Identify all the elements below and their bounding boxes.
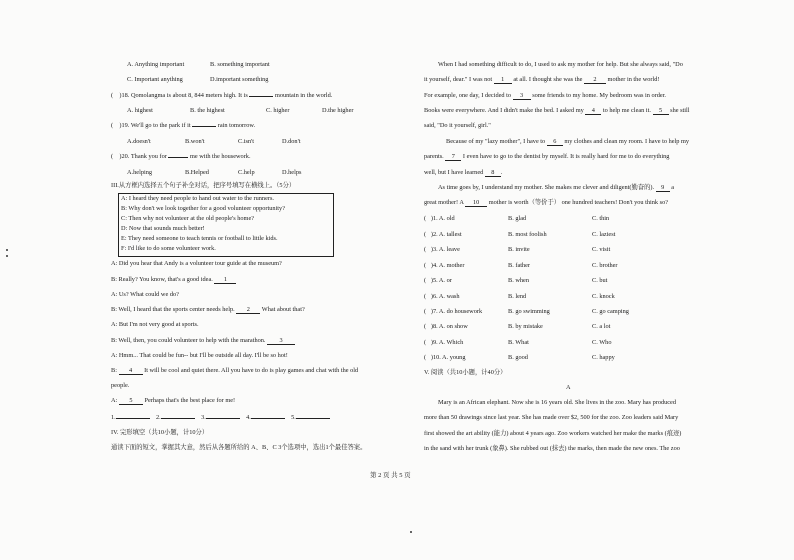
mc-option: B. most foolish (508, 231, 547, 238)
mc-option: C. brother (592, 262, 618, 269)
mc-number: ( )3. A. leave (424, 246, 460, 253)
mc-number: ( )8. A. on show (424, 323, 468, 330)
option-text: A. highest (127, 107, 153, 114)
section-4-title: IV. 完形填空（共10小题，计10分） (111, 429, 209, 436)
mc-option: B. glad (508, 215, 527, 222)
option-text: C.help (238, 169, 255, 176)
mc-option: C. knock (592, 293, 615, 300)
box-item: D: Now that sounds much better! (121, 225, 205, 232)
mc-option: C. laziest (592, 231, 616, 238)
passage-line: first showed the art ability (能力) about 4 years ago. Zoo workers watched her make the marks (痕迹) (424, 430, 682, 437)
answer-blank[interactable]: 1 (494, 77, 512, 84)
dialog-line: A: Hmm... That could be fun-- but I'll be outside all day. I'll be so hot! (111, 352, 288, 359)
mc-number: ( )2. A. tallest (424, 231, 462, 238)
mc-number: ( )1. A. old (424, 215, 455, 222)
answer-blank[interactable] (249, 96, 273, 97)
mc-option: C. go camping (592, 308, 629, 315)
cloze-line: For example, one day, I decided to 3 some friends to my home. My bedroom was in order. (424, 92, 666, 99)
option-text: D.the higher (322, 107, 354, 114)
answer-blank[interactable]: 4 (119, 368, 143, 375)
mc-number: ( )6. A. wash (424, 293, 460, 300)
answer-blank[interactable] (161, 418, 195, 419)
answer-blank[interactable]: 3 (513, 93, 531, 100)
answer-blank[interactable]: 5 (653, 108, 669, 115)
dialog-line: B: Well, I heard that the sports center needs help. 2 What about that? (111, 306, 305, 313)
cloze-line: well, but I have learned 8 . (424, 169, 503, 176)
option-text: A. Anything important (127, 61, 185, 68)
scan-speck (6, 255, 8, 257)
sentence-choice-box (118, 193, 334, 257)
answer-line: 1. 2. 3. 4. 5. (111, 415, 330, 421)
dialog-line: A: Did you hear that Andy is a volunteer tour guide at the museum? (111, 260, 282, 267)
dialog-line: B: 4 It will be cool and quiet there. All you have to do is play games and chat with the old (111, 367, 359, 374)
mc-option: C. thin (592, 215, 610, 222)
section-4-instructions: 通读下面的短文，掌握其大意，然后从各题所给的 A、B、C 3个选项中，选出1个最佳答案。 (111, 444, 367, 451)
question-20: ( )20. Thank you for me with the housework. (111, 153, 251, 160)
box-item: F: I'd like to do some volunteer work. (121, 245, 216, 252)
question-19: ( )19. We'll go to the park if it rain tomorrow. (111, 122, 256, 129)
dialog-line: people. (111, 382, 130, 389)
option-text: B. the highest (190, 107, 225, 114)
mc-option: C. a lot (592, 323, 611, 330)
dialog-line: B: Well, then, you could volunteer to help with the marathon. 3 (111, 338, 295, 345)
mc-option: C. visit (592, 246, 611, 253)
passage-label: A (566, 384, 571, 391)
mc-option: B. good (508, 354, 528, 361)
mc-option: C. Who (592, 339, 612, 346)
question-18: ( )18. Qomolangma is about 8, 844 meters high. It is mountain in the world. (111, 92, 333, 99)
answer-blank[interactable]: 1 (214, 277, 236, 284)
cloze-line: When I had something difficult to do, I used to ask my mother for help. But she always said, "Do (438, 61, 683, 68)
answer-blank[interactable]: 5 (119, 398, 143, 405)
mc-number: ( )4. A. mother (424, 262, 465, 269)
answer-blank[interactable]: 2 (584, 77, 606, 84)
option-text: C. higher (266, 107, 290, 114)
cloze-line: great mother! A 10 mother is worth（等价于） one hundred teachers! Don't you think so? (424, 199, 669, 206)
answer-blank[interactable] (251, 418, 285, 419)
option-text: C. Important anything (127, 76, 183, 83)
mc-option: C. happy (592, 354, 615, 361)
answer-blank[interactable] (116, 418, 150, 419)
section-5-title: V. 阅读（共10小题，计40分） (424, 369, 507, 376)
answer-blank[interactable]: 7 (445, 154, 461, 161)
answer-blank[interactable]: 2 (236, 307, 260, 314)
dialog-line: A: Us? What could we do? (111, 291, 179, 298)
answer-blank[interactable] (296, 418, 330, 419)
option-text: D.don't (282, 138, 301, 145)
mc-option: B. by mistake (508, 323, 543, 330)
answer-blank[interactable]: 8 (485, 170, 501, 177)
passage-line: more than 50 drawings since last year. She has made over $2, 500 for the zoo. Zoo leaders said Mary (424, 414, 679, 421)
box-item: E: They need someone to teach tennis or football to little kids. (121, 235, 278, 242)
cloze-line: Because of my "lazy mother", I have to 6 my clothes and clean my room. I have to help my (446, 138, 690, 145)
mc-option: B. father (508, 262, 531, 269)
answer-blank[interactable]: 6 (547, 139, 563, 146)
scan-speck (410, 531, 412, 533)
cloze-line: said, "Do it yourself, girl." (424, 122, 491, 129)
option-text: A.helping (127, 169, 153, 176)
option-text: B.won't (185, 138, 205, 145)
cloze-line: parents. 7 I even have to go to the dentist by myself. It is really hard for me to do everything (424, 153, 670, 160)
mc-number: ( )9. A. Which (424, 339, 464, 346)
option-text: D.important something (210, 76, 269, 83)
dialog-line: A: But I'm not very good at sports. (111, 321, 199, 328)
mc-number: ( )10. A. young (424, 354, 466, 361)
answer-blank[interactable]: 9 (656, 185, 670, 192)
answer-blank[interactable] (168, 157, 188, 158)
section-3-title: III.从方框内选择五个句子补全对话，把序号填写在横线上。（5分） (111, 182, 296, 189)
mc-option: B. What (508, 339, 529, 346)
option-text: A.doesn't (127, 138, 151, 145)
answer-blank[interactable]: 10 (465, 200, 487, 207)
box-item: A: I heard they need people to hand out water to the runners. (121, 195, 274, 202)
mc-option: B. when (508, 277, 529, 284)
answer-blank[interactable] (206, 418, 240, 419)
mc-option: B. invite (508, 246, 530, 253)
mc-number: ( )5. A. or (424, 277, 452, 284)
option-text: B. something important (210, 61, 270, 68)
option-text: C.isn't (238, 138, 255, 145)
mc-option: C. but (592, 277, 608, 284)
option-text: D.helps (282, 169, 302, 176)
page-footer: 第 2 页 共 5 页 (370, 472, 411, 479)
box-item: B: Why don't we look together for a good volunteer opportunity? (121, 205, 286, 212)
answer-blank[interactable]: 3 (267, 338, 295, 345)
dialog-line: B: Really? You know, that's a good idea. 1 (111, 277, 236, 284)
cloze-line: Books were everywhere. And I didn't make the bed. I asked my 4 to help me clean it. 5 she still (424, 107, 690, 114)
box-item: C: Then why not volunteer at the old people's home? (121, 215, 255, 222)
passage-line: Mary is an African elephant. Now she is 16 years old. She lives in the zoo. Mary has produced (438, 399, 676, 406)
mc-option: B. lend (508, 293, 527, 300)
answer-blank[interactable] (192, 126, 216, 127)
answer-blank[interactable]: 4 (585, 108, 601, 115)
cloze-line: As time goes by, I understand my mother. She makes me clever and diligent(勤奋的). 9 a (438, 184, 675, 191)
mc-number: ( )7. A. do housework (424, 308, 483, 315)
passage-line: in the sand with her trunk (象鼻). She rubbed out (抹去) the marks, then made the new ones. The zoo (424, 445, 680, 452)
cloze-line: it yourself, dear." I was not 1 at all. I thought she was the 2 mother in the world! (424, 76, 660, 83)
dialog-line: A: 5 Perhaps that's the best place for me! (111, 397, 236, 404)
mc-option: B. go swimming (508, 308, 550, 315)
scan-speck (6, 249, 8, 251)
option-text: B.Helped (185, 169, 209, 176)
